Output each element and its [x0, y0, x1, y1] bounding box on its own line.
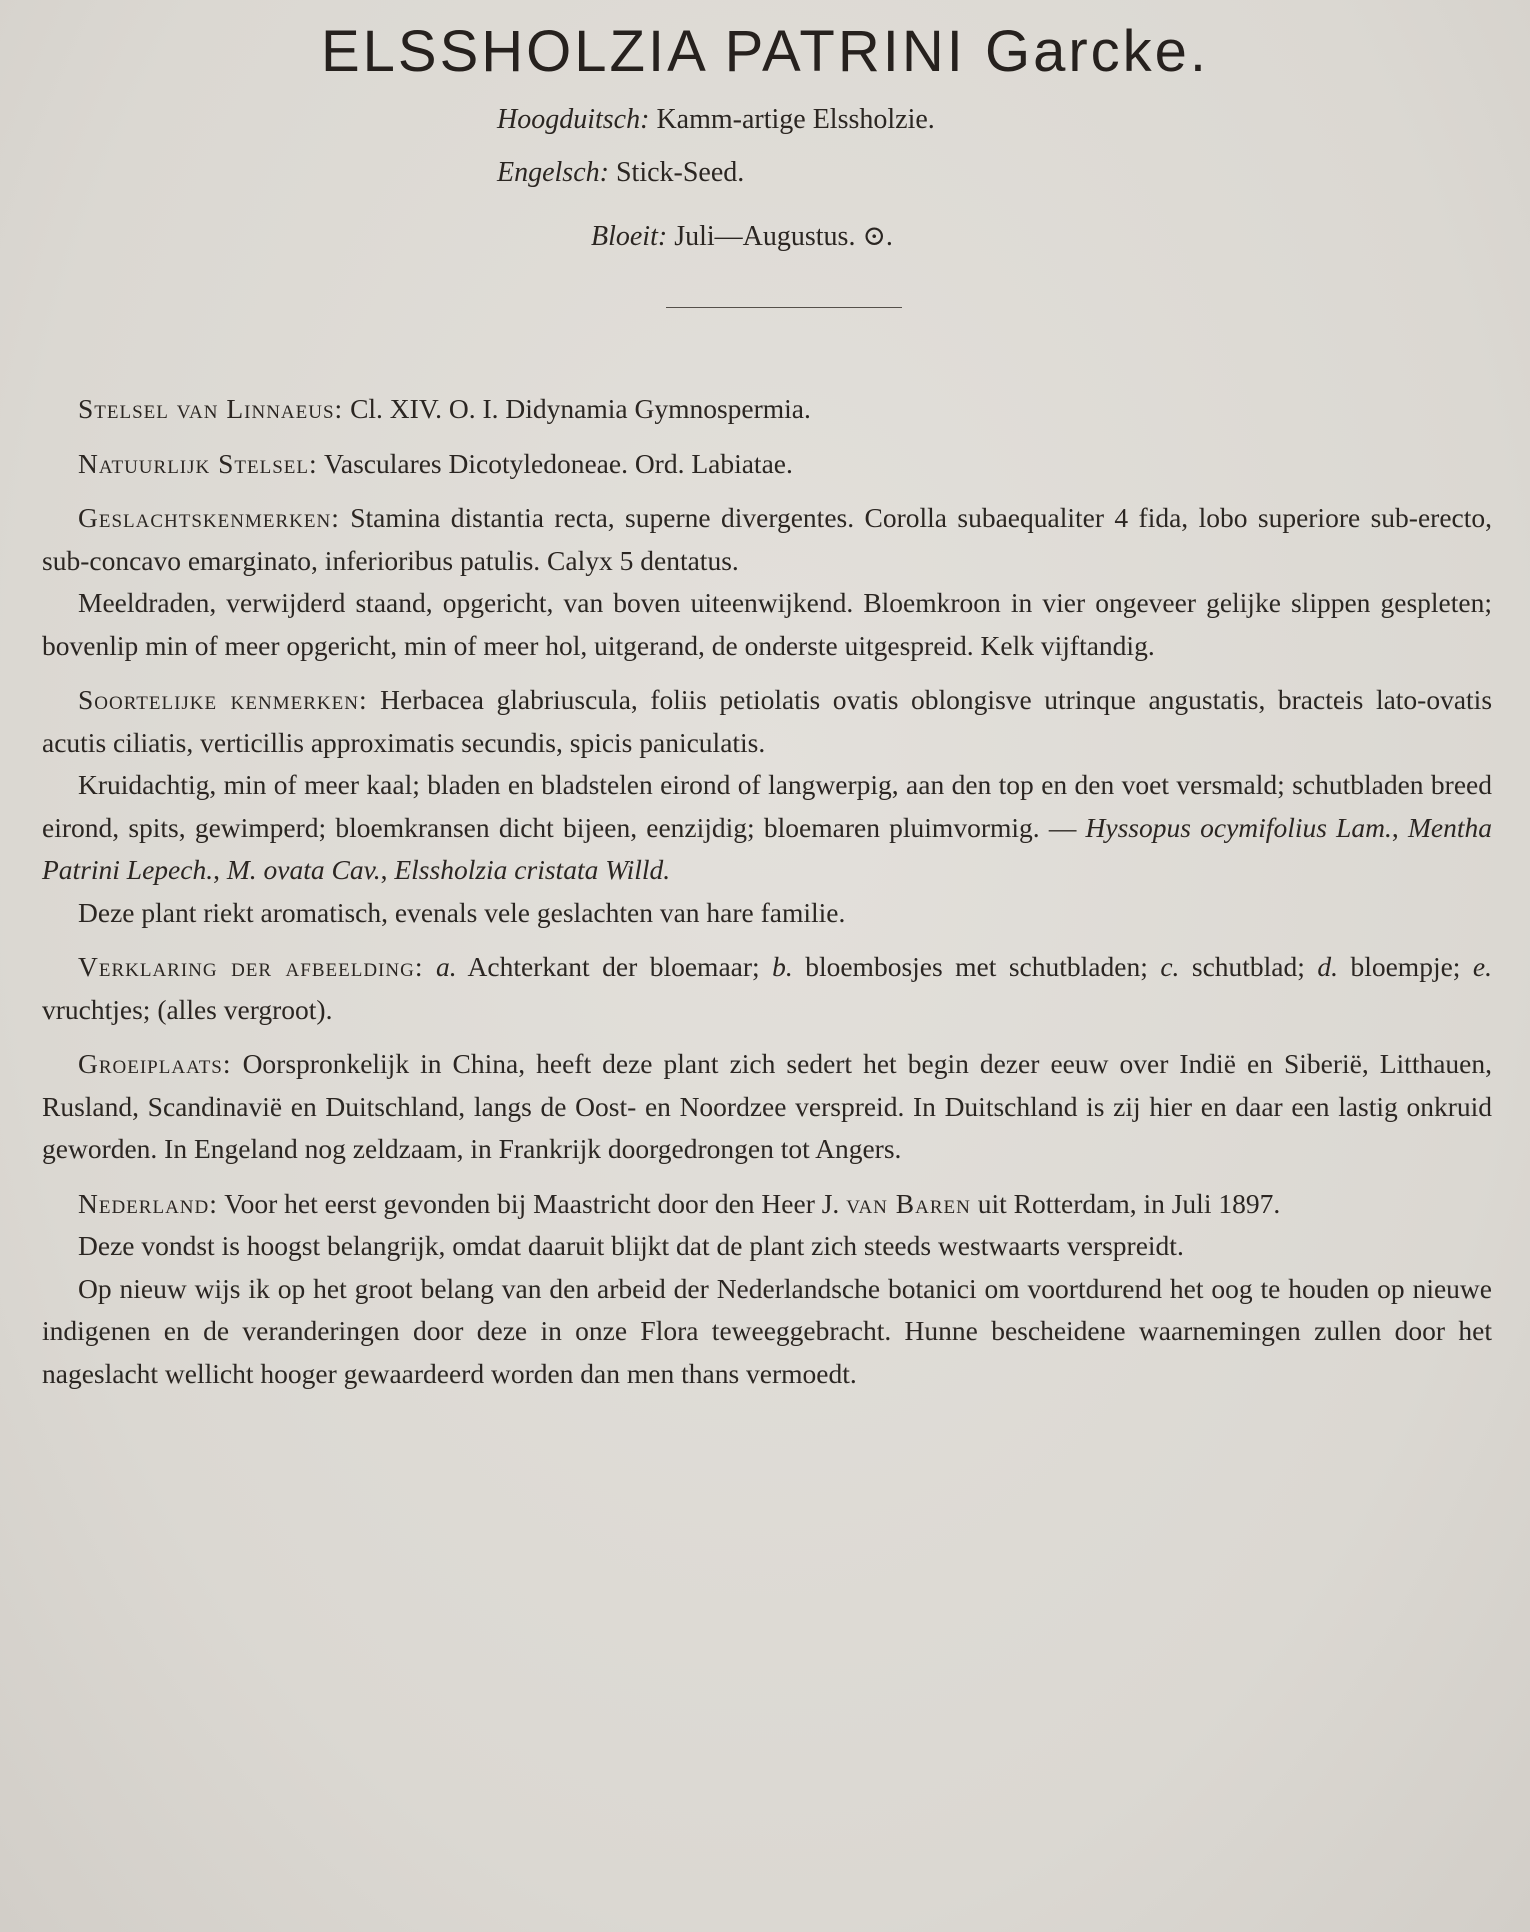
genus-characters-dutch: Meeldraden, verwijderd staand, opgericht, van boven uiteenwijkend. Bloemkroon in vier ongeveer gelijke slippen gespleten; bovenlip min of meer opgericht, min of meer hol, uitgerand, de onderste uitgespreid. Kelk vijftandig. — [42, 587, 1492, 661]
synonym: M. ovata Cav. — [226, 854, 381, 885]
synonym: Hyssopus ocymifolius Lam. — [1085, 811, 1392, 843]
legend-key: b. — [772, 951, 793, 982]
species-characters-dutch — [42, 764, 1492, 892]
section-label: Stelsel van Linnaeus: — [78, 393, 344, 424]
legend-key: e. — [1472, 951, 1492, 982]
synonym: Elssholzia cristata Willd. — [394, 854, 671, 885]
flowering-value: Juli—Augustus. ⊙. — [674, 221, 893, 252]
name-english — [497, 157, 744, 189]
section-text: Voor het eerst gevonden bij Maastricht door den Heer J. — [224, 1187, 847, 1219]
section-text: Vasculares Dicotyledoneae. Ord. Labiatae. — [324, 447, 793, 479]
species-dutch-text: Kruidachtig, min of meer kaal; bladen en bladstelen eirond of langwerpig, aan den top en den voet versmald; schutbladen breed eirond, spits, gewimperd; bloemkransen dicht bijeen, eenzijdig; bloemaren pluimvormig. — — [42, 769, 1492, 843]
section-figure-legend — [42, 946, 1492, 1031]
person-name: van Baren — [846, 1187, 971, 1219]
section-text: Herbacea glabriuscula, foliis petiolatis ovatis oblongisve utrinque angustatis, bracteis lato-ovatis acutis ciliatis, verticillis approximatis secundis, spicis paniculatis. — [42, 684, 1493, 758]
legend-text: schutblad; — [1179, 951, 1318, 982]
legend-text: bloempje; — [1338, 951, 1473, 982]
german-name-value: Kamm-artige Elssholzie. — [656, 104, 935, 135]
section-label: Geslachtskenmerken: — [78, 502, 340, 533]
legend-text: Achterkant der bloemaar; — [456, 951, 773, 982]
legend-key: a. — [435, 951, 457, 982]
section-habitat — [42, 1043, 1492, 1171]
discovery-note: Deze vondst is hoogst belangrijk, omdat daaruit blijkt dat de plant zich steeds westwaarts verspreidt. — [78, 1230, 1184, 1261]
section-natural-system — [42, 443, 1492, 486]
section-linnaeus — [42, 388, 1492, 431]
section-text: Oorspronkelijk in China, heeft deze plant zich sedert het begin dezer eeuw over Indië en Siberië, Litthauen, Rusland, Scandinavië en Duitschland, langs de Oost- en Noordzee verspreid. In Duitschland is zij hier en daar een lastig onkruid geworden. In Engeland nog zeldzaam, in Frankrijk doorgedrongen tot Angers. — [42, 1048, 1493, 1164]
page-title: ELSSHOLZIA PATRINI Garcke. — [320, 19, 1210, 84]
legend-text: bloembosjes met schutbladen; — [792, 951, 1161, 982]
section-text: Cl. XIV. O. I. Didynamia Gymnospermia. — [350, 393, 811, 424]
aroma-note: Deze plant riekt aromatisch, evenals vele geslachten van hare familie. — [78, 896, 846, 928]
german-name-label: Hoogduitsch: — [497, 104, 650, 135]
legend-text: vruchtjes; (alles vergroot). — [42, 993, 333, 1025]
legend-key: c. — [1160, 951, 1180, 982]
description-body — [42, 388, 1492, 1407]
divider-rule — [666, 307, 902, 308]
closing-paragraph: Op nieuw wijs ik op het groot belang van den arbeid der Nederlandsche botanici om voortdurend het oog te houden op nieuwe indigenen en de veranderingen door deze in onze Flora teweeggebracht. Hunne bescheidene waarnemingen zullen door het nageslacht wellicht hooger gewaardeerd worden dan men thans vermoedt. — [42, 1272, 1492, 1389]
section-label: Nederland: — [78, 1187, 218, 1219]
english-name-label: Engelsch: — [497, 157, 609, 188]
synonym-separator: , — [213, 854, 227, 885]
flowering-period — [591, 219, 893, 253]
section-label: Groeiplaats: — [78, 1048, 232, 1079]
flowering-label: Bloeit: — [591, 221, 668, 252]
section-species-characters — [42, 679, 1492, 764]
section-genus-characters — [42, 497, 1492, 582]
section-label: Verklaring der afbeelding: — [78, 951, 424, 982]
synonym-separator: , — [1391, 811, 1408, 843]
section-text: Stamina distantia recta, superne divergentes. Corolla subaequaliter 4 fida, lobo superiore sub-erecto, sub-concavo emarginato, inferioribus patulis. Calyx 5 dentatus. — [42, 502, 1492, 576]
english-name-value: Stick-Seed. — [615, 157, 745, 188]
section-text: uit Rotterdam, in Juli 1897. — [970, 1187, 1281, 1219]
synonym: Mentha Patrini Lepech. — [42, 811, 1492, 885]
section-label: Soortelijke kenmerken: — [78, 684, 368, 715]
section-label: Natuurlijk Stelsel: — [78, 447, 318, 479]
legend-key: d. — [1317, 951, 1338, 982]
section-netherlands — [42, 1183, 1492, 1226]
synonym-separator: , — [380, 854, 395, 885]
name-german — [497, 104, 935, 136]
